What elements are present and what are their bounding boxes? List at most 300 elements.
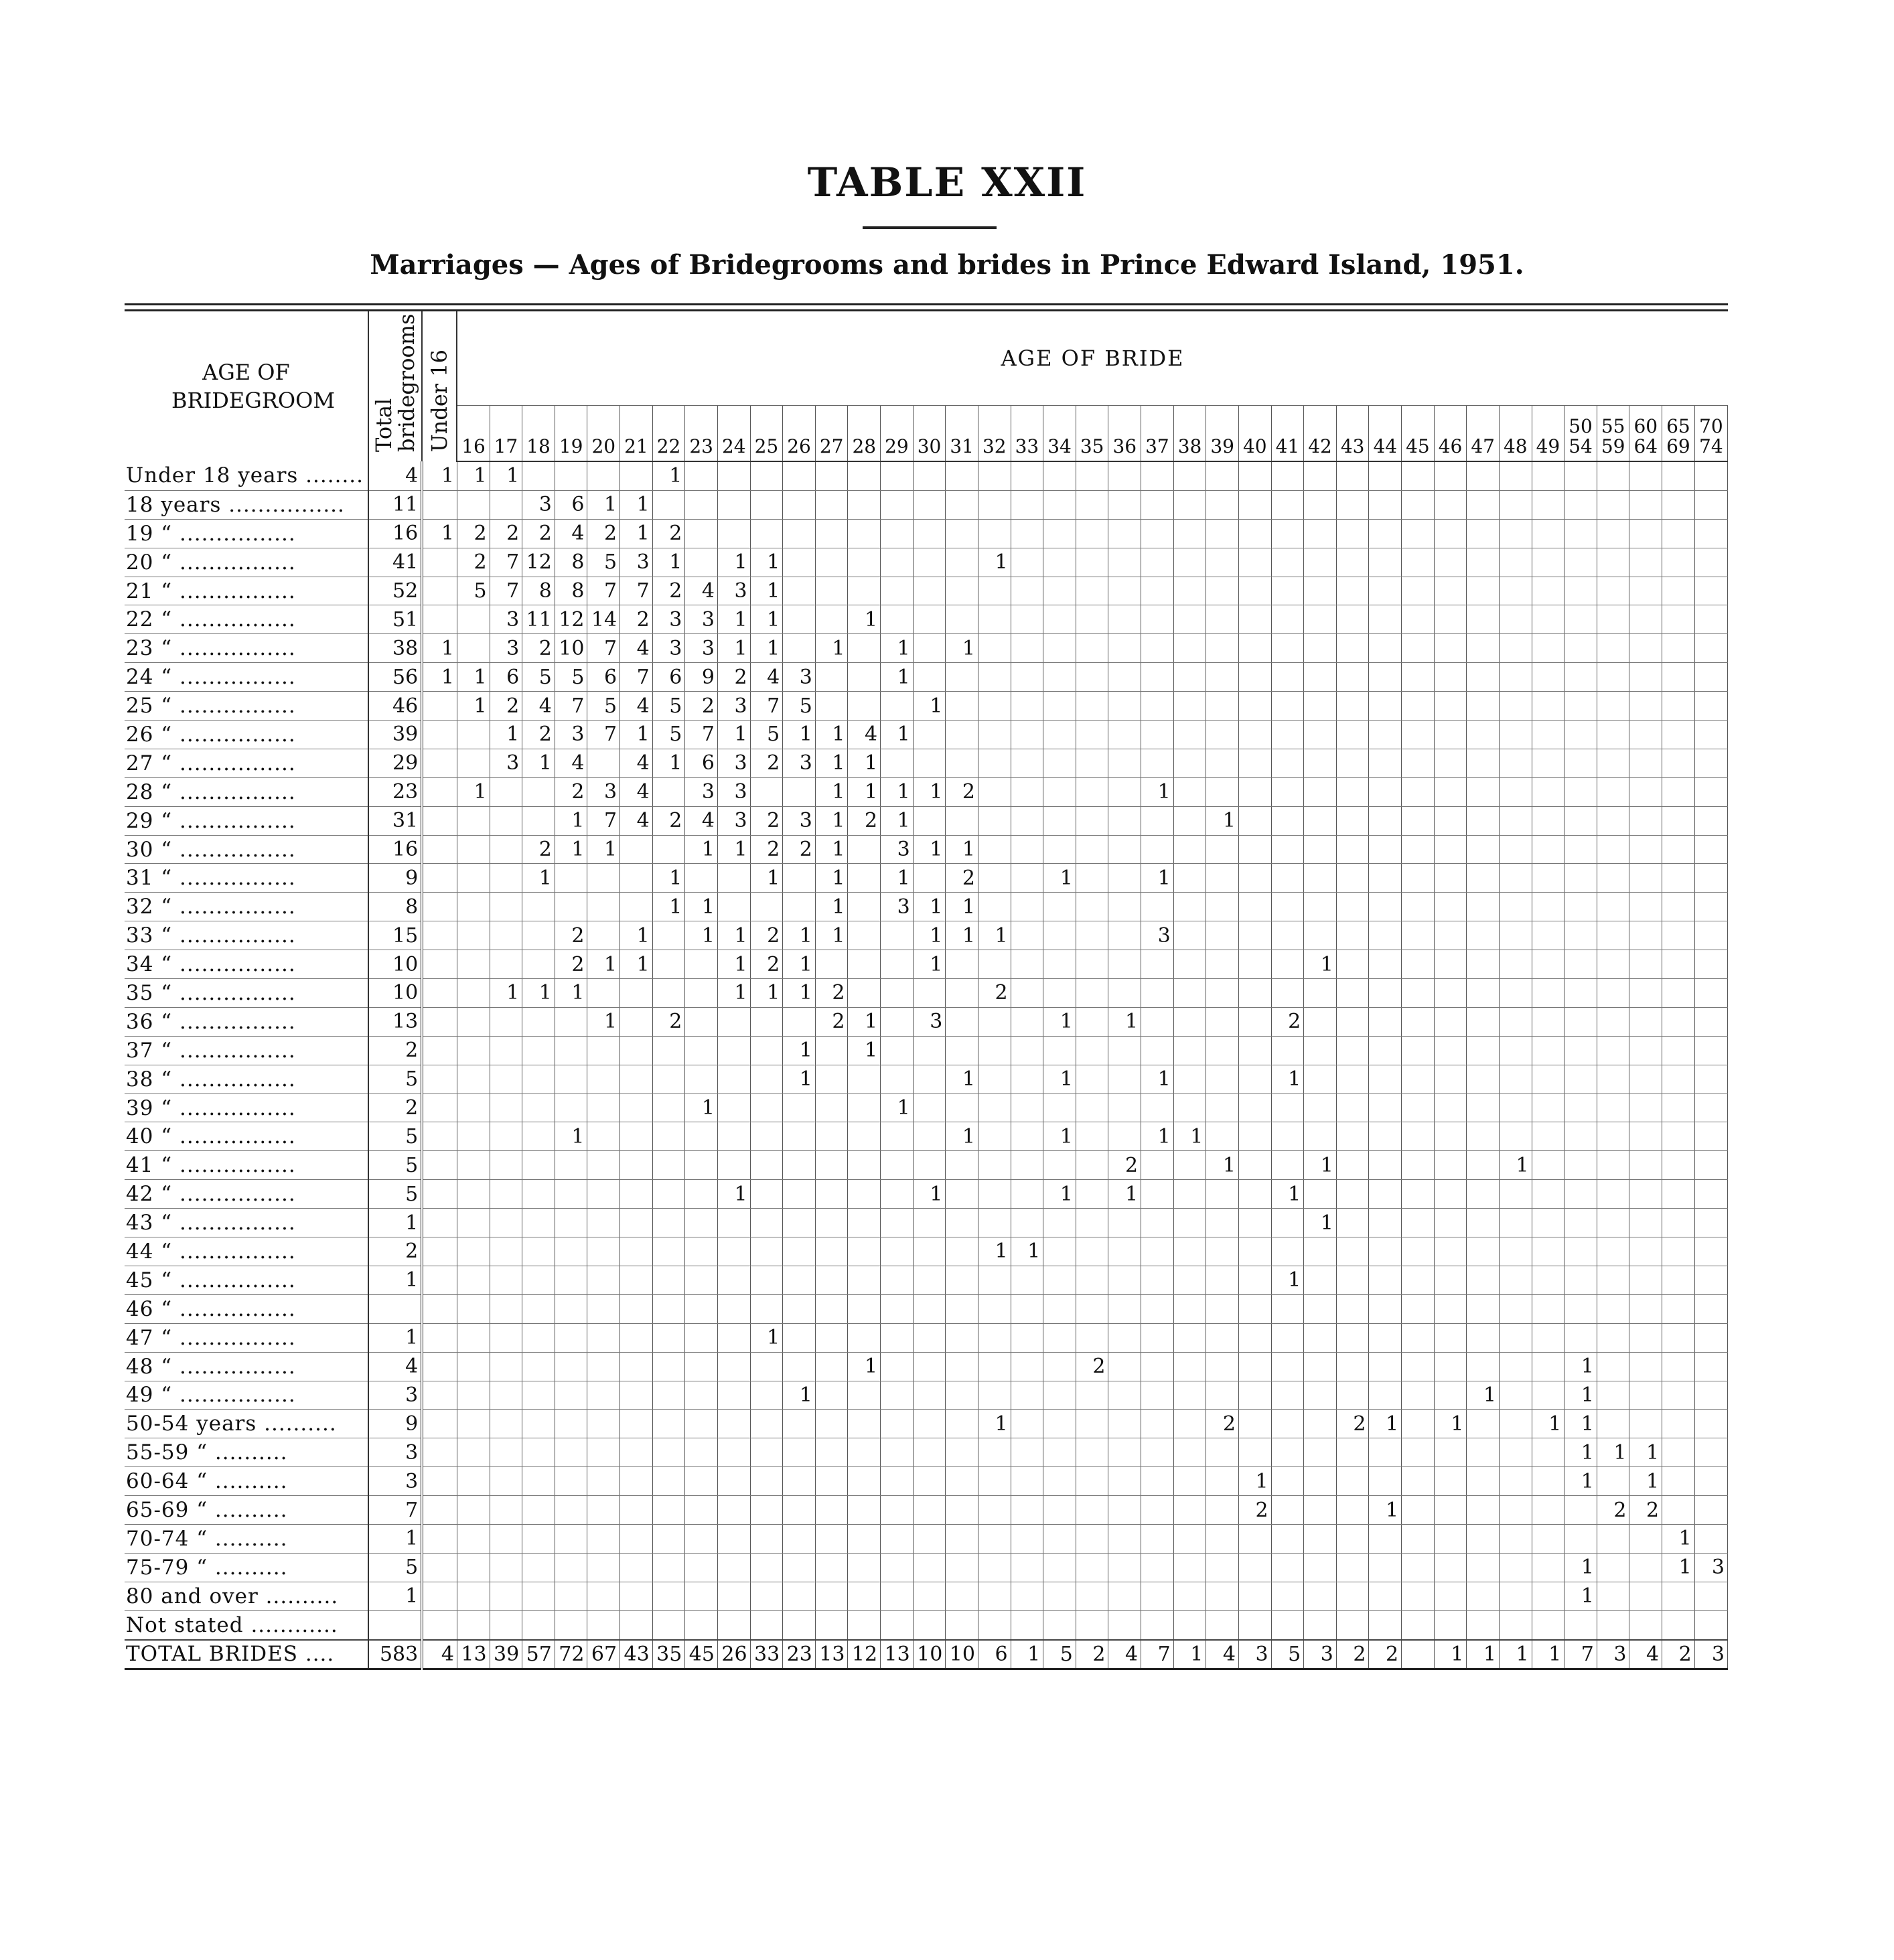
bride-age-cell — [1043, 1496, 1076, 1525]
bride-age-cell: 3 — [685, 777, 718, 806]
bride-age-cell — [1076, 692, 1108, 721]
bride-age-column-header — [685, 406, 718, 462]
under-16-cell — [422, 806, 457, 835]
bride-age-cell — [1271, 548, 1304, 577]
bride-age-cell: 1 — [490, 979, 522, 1008]
bride-age-cell — [620, 1036, 653, 1065]
bride-age-cell — [1564, 893, 1597, 921]
total-bridegrooms-cell: 3 — [368, 1438, 422, 1467]
bride-age-cell — [1206, 950, 1239, 979]
bride-age-cell — [1402, 1151, 1435, 1180]
bride-age-cell — [652, 1036, 685, 1065]
bride-age-cell — [652, 1294, 685, 1323]
bride-age-cell — [717, 1266, 750, 1294]
bride-age-cell — [620, 1007, 653, 1036]
bride-age-cell — [587, 1381, 620, 1410]
bride-age-cell — [946, 1352, 978, 1381]
bride-age-cell — [1694, 950, 1727, 979]
bride-age-cell: 1 — [1532, 1410, 1564, 1438]
bride-age-cell — [750, 490, 783, 519]
bride-age-cell: 3 — [490, 605, 522, 634]
bride-age-cell — [1043, 1352, 1076, 1381]
bride-age-cell: 8 — [555, 548, 587, 577]
bride-age-cell — [1662, 1323, 1695, 1352]
bride-age-cell: 12 — [555, 605, 587, 634]
bride-age-cell — [1532, 634, 1564, 663]
bride-age-cell — [587, 1410, 620, 1438]
bride-age-cell — [1011, 777, 1043, 806]
table-row — [125, 979, 1728, 1008]
marriages-table-frame — [125, 303, 1728, 1670]
bride-age-cell: 1 — [457, 663, 490, 692]
bride-age-cell: 2 — [1336, 1640, 1369, 1669]
bride-age-cell — [1108, 634, 1141, 663]
bride-age-cell: 2 — [1238, 1496, 1271, 1525]
bride-age-column-header — [946, 406, 978, 462]
bride-age-cell: 1 — [783, 1065, 816, 1094]
bride-age-cell — [652, 1094, 685, 1122]
bride-age-cell — [1336, 461, 1369, 490]
bride-age-cell — [1564, 1065, 1597, 1094]
bride-age-cell — [1629, 721, 1662, 749]
bride-age-cell — [1076, 1496, 1108, 1525]
bride-age-cell — [1499, 893, 1532, 921]
bride-age-cell — [1369, 692, 1402, 721]
groom-age-label: Not stated ............ — [125, 1610, 368, 1639]
bride-age-cell — [1597, 806, 1629, 835]
bride-age-cell — [652, 490, 685, 519]
bride-age-cell — [1564, 1496, 1597, 1525]
bride-age-cell — [1206, 1094, 1239, 1122]
bride-age-cell — [1173, 1036, 1206, 1065]
groom-age-label: 65-69 “ .......... — [125, 1496, 368, 1525]
bride-age-cell — [490, 1438, 522, 1467]
under-16-header — [422, 311, 457, 461]
bride-age-cell — [1108, 1496, 1141, 1525]
bride-age-cell — [1043, 1381, 1076, 1410]
bride-age-cell — [490, 1553, 522, 1582]
bride-age-cell — [978, 1007, 1011, 1036]
bride-age-cell — [1238, 1007, 1271, 1036]
bride-age-cell: 3 — [783, 806, 816, 835]
bride-age-cell — [946, 979, 978, 1008]
bride-age-cell — [815, 1209, 848, 1237]
bride-age-cell — [1011, 721, 1043, 749]
bride-age-cell — [848, 1438, 881, 1467]
bride-age-cell — [848, 1467, 881, 1496]
bride-age-cell — [1434, 1467, 1467, 1496]
bride-age-cell — [1597, 1007, 1629, 1036]
bride-age-cell — [1173, 1094, 1206, 1122]
bride-age-cell: 1 — [978, 921, 1011, 950]
bride-age-cell — [1694, 1410, 1727, 1438]
bride-age-cell — [1304, 548, 1337, 577]
table-row — [125, 1266, 1728, 1294]
bride-age-cell — [1043, 1438, 1076, 1467]
bride-age-cell: 1 — [587, 835, 620, 864]
bride-age-cell — [946, 1237, 978, 1266]
bride-age-cell — [1043, 1553, 1076, 1582]
bride-age-cell — [1043, 921, 1076, 950]
bride-age-column-header — [717, 406, 750, 462]
bride-age-cell — [946, 1524, 978, 1553]
bride-age-cell — [1011, 1323, 1043, 1352]
bride-age-cell — [1694, 692, 1727, 721]
bride-age-cell — [1206, 1237, 1239, 1266]
groom-age-label: 32 “ ................ — [125, 893, 368, 921]
groom-age-label: 49 “ ................ — [125, 1381, 368, 1410]
bride-age-cell — [522, 1065, 555, 1094]
bride-age-cell — [620, 835, 653, 864]
under-16-cell — [422, 777, 457, 806]
bride-age-cell: 2 — [946, 777, 978, 806]
bride-age-cell: 1 — [685, 835, 718, 864]
bride-age-cell — [1141, 721, 1174, 749]
table-row — [125, 1582, 1728, 1610]
bride-age-cell — [848, 864, 881, 893]
bride-age-cell: 1 — [913, 777, 946, 806]
bride-age-cell — [1271, 921, 1304, 950]
bride-age-cell: 1 — [881, 1094, 914, 1122]
bride-age-cell — [1532, 777, 1564, 806]
bride-age-cell: 2 — [555, 777, 587, 806]
bride-age-cell: 1 — [1434, 1640, 1467, 1669]
bride-age-cell — [1108, 605, 1141, 634]
bride-age-cell — [1597, 950, 1629, 979]
bride-age-cell — [1694, 1381, 1727, 1410]
bride-age-cell — [1011, 1496, 1043, 1525]
bride-age-cell — [1108, 893, 1141, 921]
bride-age-cell: 1 — [1304, 950, 1337, 979]
bride-age-cell — [1141, 1094, 1174, 1122]
header-row-top — [125, 311, 1728, 406]
bride-age-cell — [1076, 1266, 1108, 1294]
bride-age-cell — [490, 1065, 522, 1094]
bride-age-cell — [815, 950, 848, 979]
bride-age-cell — [1467, 721, 1500, 749]
bride-age-cell — [1467, 777, 1500, 806]
bride-age-cell: 1 — [1499, 1151, 1532, 1180]
bride-age-cell — [555, 1323, 587, 1352]
bride-age-cell: 1 — [717, 950, 750, 979]
bride-age-cell — [652, 1065, 685, 1094]
bride-age-cell — [522, 777, 555, 806]
bride-age-cell — [1694, 806, 1727, 835]
bride-age-cell — [1694, 1151, 1727, 1180]
total-bridegrooms-cell: 9 — [368, 1410, 422, 1438]
table-row — [125, 1094, 1728, 1122]
bride-age-cell — [1304, 979, 1337, 1008]
table-title: TABLE XXII — [807, 159, 1087, 206]
bride-age-cell — [1402, 519, 1435, 548]
bride-age-cell — [1108, 1122, 1141, 1151]
bride-age-cell — [913, 1352, 946, 1381]
bride-age-cell: 1 — [848, 1036, 881, 1065]
bride-age-cell — [1662, 1237, 1695, 1266]
bride-age-cell — [881, 1352, 914, 1381]
bride-age-cell — [1108, 1294, 1141, 1323]
bride-age-cell — [1304, 835, 1337, 864]
bride-age-cell — [913, 1209, 946, 1237]
bride-age-cell — [457, 893, 490, 921]
total-bridegrooms-cell: 39 — [368, 721, 422, 749]
bride-age-cell — [1271, 634, 1304, 663]
groom-age-label: 23 “ ................ — [125, 634, 368, 663]
bride-age-cell — [1336, 1323, 1369, 1352]
bride-age-cell — [1629, 692, 1662, 721]
bride-age-cell: 45 — [685, 1640, 718, 1669]
bride-age-cell: 1 — [1597, 1438, 1629, 1467]
bride-age-cell: 2 — [717, 663, 750, 692]
bride-age-cell — [1369, 893, 1402, 921]
bride-age-cell — [1402, 1582, 1435, 1610]
bride-age-cell: 1 — [652, 461, 685, 490]
bride-age-cell — [1597, 721, 1629, 749]
bride-age-cell — [1402, 577, 1435, 605]
bride-age-cell — [848, 835, 881, 864]
bride-age-cell — [1238, 950, 1271, 979]
bride-age-cell — [1597, 1266, 1629, 1294]
bride-age-cell — [978, 663, 1011, 692]
bride-age-cell — [1564, 864, 1597, 893]
bride-age-cell — [1629, 1610, 1662, 1639]
bride-age-cell — [522, 1524, 555, 1553]
bride-age-cell — [1011, 1582, 1043, 1610]
bride-age-cell — [1402, 1036, 1435, 1065]
bride-age-cell — [946, 1151, 978, 1180]
bride-age-cell — [1173, 461, 1206, 490]
bride-age-cell — [1011, 1381, 1043, 1410]
bride-age-cell — [1076, 950, 1108, 979]
bride-age-cell — [1629, 893, 1662, 921]
bride-age-cell — [1662, 979, 1695, 1008]
bride-age-cell: 6 — [587, 663, 620, 692]
bride-age-cell — [587, 749, 620, 777]
bride-age-cell — [1499, 1438, 1532, 1467]
bride-age-cell: 7 — [587, 806, 620, 835]
bride-age-cell — [1011, 663, 1043, 692]
total-bridegrooms-cell: 3 — [368, 1467, 422, 1496]
bride-age-cell — [1336, 490, 1369, 519]
bride-age-cell: 2 — [750, 835, 783, 864]
total-brides-row — [125, 1640, 1728, 1669]
bride-age-cell: 2 — [1076, 1640, 1108, 1669]
bride-age-cell: 2 — [1336, 1410, 1369, 1438]
bride-age-cell — [1402, 749, 1435, 777]
bride-age-cell: 3 — [913, 1007, 946, 1036]
bride-age-cell: 23 — [783, 1640, 816, 1669]
bride-age-column-header — [555, 406, 587, 462]
bride-age-cell — [1662, 1467, 1695, 1496]
bride-age-cell — [1467, 1438, 1500, 1467]
bride-age-column-header — [913, 406, 946, 462]
bride-age-cell — [1662, 950, 1695, 979]
bride-age-cell: 3 — [717, 777, 750, 806]
bride-age-cell: 3 — [1597, 1640, 1629, 1669]
bride-age-cell — [685, 1553, 718, 1582]
bride-age-cell — [1499, 1237, 1532, 1266]
bride-age-cell — [457, 1553, 490, 1582]
bride-age-cell — [1499, 1036, 1532, 1065]
bride-age-cell: 1 — [1369, 1496, 1402, 1525]
bride-age-cell — [1694, 1467, 1727, 1496]
bride-age-cell — [685, 1496, 718, 1525]
bride-age-cell — [783, 1352, 816, 1381]
bride-age-cell: 2 — [1076, 1352, 1108, 1381]
bride-age-cell — [1206, 721, 1239, 749]
bride-age-cell — [1467, 605, 1500, 634]
bride-age-cell — [913, 1496, 946, 1525]
bride-age-cell — [1369, 605, 1402, 634]
bride-age-cell — [1597, 1582, 1629, 1610]
bride-age-cell — [490, 1496, 522, 1525]
bride-age-cell: 2 — [946, 864, 978, 893]
under-16-cell — [422, 864, 457, 893]
total-bridegrooms-cell: 2 — [368, 1237, 422, 1266]
bride-age-cell — [815, 1582, 848, 1610]
total-bridegrooms-cell: 8 — [368, 893, 422, 921]
bride-age-column-header — [457, 406, 490, 462]
under-16-cell — [422, 1094, 457, 1122]
bride-age-cell — [1173, 1065, 1206, 1094]
total-bridegrooms-cell: 52 — [368, 577, 422, 605]
bride-age-cell — [978, 461, 1011, 490]
under-16-cell — [422, 1180, 457, 1209]
bride-age-cell — [1629, 548, 1662, 577]
bride-age-cell — [1304, 749, 1337, 777]
bride-age-cell — [1434, 1496, 1467, 1525]
bride-age-cell — [1043, 461, 1076, 490]
bride-age-cell — [1694, 634, 1727, 663]
bride-age-cell: 1 — [1141, 777, 1174, 806]
bride-age-cell — [1011, 1065, 1043, 1094]
bride-age-cell — [1271, 605, 1304, 634]
table-row — [125, 490, 1728, 519]
bride-age-cell — [1206, 835, 1239, 864]
bride-age-cell — [1402, 1294, 1435, 1323]
bride-age-cell — [1629, 921, 1662, 950]
bride-age-cell — [946, 519, 978, 548]
bride-age-cell: 1 — [946, 835, 978, 864]
bride-age-cell: 1 — [522, 979, 555, 1008]
bride-age-cell — [913, 519, 946, 548]
bride-age-cell — [848, 1323, 881, 1352]
bride-age-cell — [1629, 749, 1662, 777]
bride-age-cell — [1206, 1467, 1239, 1496]
bride-age-cell — [848, 1151, 881, 1180]
bride-age-cell — [620, 1094, 653, 1122]
bride-age-cell — [555, 1151, 587, 1180]
bride-age-cell — [1434, 577, 1467, 605]
bride-age-cell — [946, 1553, 978, 1582]
bride-age-cell: 1 — [1043, 1007, 1076, 1036]
bride-age-cell — [457, 1036, 490, 1065]
bride-age-cell — [1304, 1410, 1337, 1438]
bride-age-cell — [1499, 806, 1532, 835]
bride-age-cell — [1108, 1209, 1141, 1237]
bride-age-cell — [1238, 1582, 1271, 1610]
bride-age-cell — [750, 1266, 783, 1294]
bride-age-cell: 1 — [1011, 1237, 1043, 1266]
bride-age-cell — [978, 1122, 1011, 1151]
bride-age-cell — [1434, 663, 1467, 692]
table-row — [125, 1496, 1728, 1525]
table-row — [125, 1410, 1728, 1438]
bride-age-cell — [1304, 1036, 1337, 1065]
bride-age-cell — [881, 1467, 914, 1496]
bride-age-cell: 1 — [750, 1323, 783, 1352]
bride-age-cell — [1694, 979, 1727, 1008]
bride-age-cell — [848, 548, 881, 577]
under-16-cell — [422, 1496, 457, 1525]
bride-age-cell — [1532, 1381, 1564, 1410]
bride-age-cell: 1 — [1564, 1381, 1597, 1410]
bride-age-cell — [1206, 1122, 1239, 1151]
bride-age-cell — [1336, 806, 1369, 835]
bride-age-cell — [946, 1610, 978, 1639]
bride-age-cell — [1076, 1007, 1108, 1036]
bride-age-cell — [1564, 1007, 1597, 1036]
under-16-cell — [422, 692, 457, 721]
bride-age-label: 33 — [1015, 435, 1039, 457]
bride-age-column-header — [848, 406, 881, 462]
bride-age-cell — [1369, 1122, 1402, 1151]
bride-age-cell: 2 — [815, 1007, 848, 1036]
groom-age-label: 35 “ ................ — [125, 979, 368, 1008]
bride-age-cell — [913, 605, 946, 634]
bride-age-cell: 39 — [490, 1640, 522, 1669]
bride-age-cell — [815, 461, 848, 490]
bride-age-cell — [1336, 1065, 1369, 1094]
bride-age-cell — [1629, 1094, 1662, 1122]
bride-age-cell — [750, 1582, 783, 1610]
bride-age-cell — [1564, 1122, 1597, 1151]
bride-age-cell — [1532, 1524, 1564, 1553]
bride-age-cell — [1597, 864, 1629, 893]
bride-age-cell: 5 — [783, 692, 816, 721]
bride-age-cell — [1434, 1381, 1467, 1410]
bride-age-cell — [1434, 1007, 1467, 1036]
bride-age-cell: 2 — [490, 692, 522, 721]
groom-age-label: 46 “ ................ — [125, 1294, 368, 1323]
bride-age-cell — [1271, 490, 1304, 519]
bride-age-cell — [1076, 577, 1108, 605]
bride-age-cell — [1206, 1180, 1239, 1209]
bride-age-cell — [1434, 1122, 1467, 1151]
bride-age-cell — [1108, 1036, 1141, 1065]
bride-age-cell — [848, 893, 881, 921]
table-row — [125, 1524, 1728, 1553]
bride-age-cell — [978, 777, 1011, 806]
bride-age-cell: 1 — [1141, 864, 1174, 893]
bride-age-cell — [1173, 1323, 1206, 1352]
bride-age-cell — [1532, 1323, 1564, 1352]
bride-age-cell — [946, 1094, 978, 1122]
groom-age-label: 55-59 “ .......... — [125, 1438, 368, 1467]
bride-age-cell — [685, 548, 718, 577]
bride-age-cell — [587, 1496, 620, 1525]
bride-age-cell — [783, 1007, 816, 1036]
bride-age-cell — [1304, 1294, 1337, 1323]
bride-age-cell — [587, 1438, 620, 1467]
bride-age-cell — [1434, 1180, 1467, 1209]
bride-age-cell: 2 — [978, 979, 1011, 1008]
bride-age-cell: 1 — [913, 950, 946, 979]
bride-age-cell — [1467, 692, 1500, 721]
bride-age-cell — [1238, 461, 1271, 490]
bride-age-cell — [1662, 1381, 1695, 1410]
bride-age-cell — [1043, 1582, 1076, 1610]
